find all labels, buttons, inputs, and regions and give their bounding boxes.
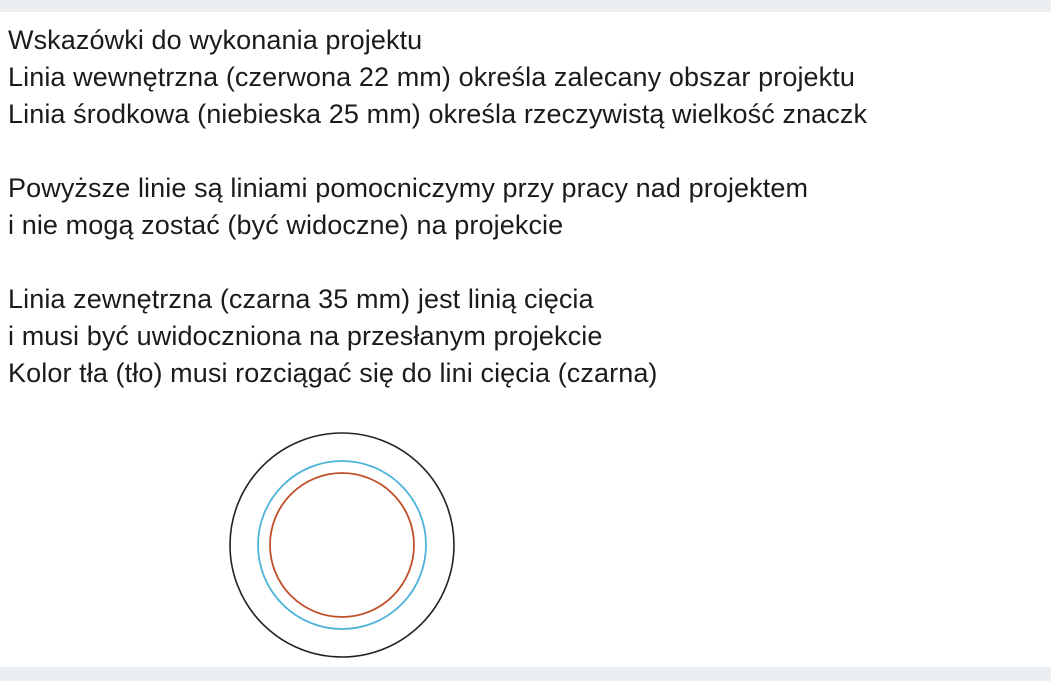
instructions-text-block bbox=[8, 22, 1051, 392]
instruction-blank-1 bbox=[8, 133, 1051, 170]
top-margin-strip bbox=[0, 0, 1051, 12]
safe-area-inner-circle-icon bbox=[270, 473, 414, 617]
concentric-circles-diagram bbox=[225, 427, 475, 667]
cut-line-outer-circle-icon bbox=[230, 433, 454, 657]
instruction-line-6: Linia zewnętrzna (czarna 35 mm) jest linią cięcia bbox=[8, 284, 594, 314]
instruction-line-1: Wskazówki do wykonania projektu bbox=[8, 25, 423, 55]
instruction-line-2: Linia wewnętrzna (czerwona 22 mm) określa zalecany obszar projektu bbox=[8, 62, 855, 92]
instruction-line-4: Powyższe linie są liniami pomocniczymy przy pracy nad projektem bbox=[8, 173, 809, 203]
document-page bbox=[0, 12, 1051, 667]
bottom-margin-strip bbox=[0, 667, 1051, 681]
instruction-line-8: Kolor tła (tło) musi rozciągać się do lini cięcia (czarna) bbox=[8, 358, 658, 388]
instruction-line-3: Linia środkowa (niebieska 25 mm) określa rzeczywistą wielkość znaczk bbox=[8, 99, 868, 129]
instruction-blank-2 bbox=[8, 244, 1051, 281]
stamp-size-middle-circle-icon bbox=[258, 461, 426, 629]
instruction-line-5: i nie mogą zostać (być widoczne) na projekcie bbox=[8, 210, 564, 240]
instruction-line-7: i musi być uwidoczniona na przesłanym projekcie bbox=[8, 321, 603, 351]
